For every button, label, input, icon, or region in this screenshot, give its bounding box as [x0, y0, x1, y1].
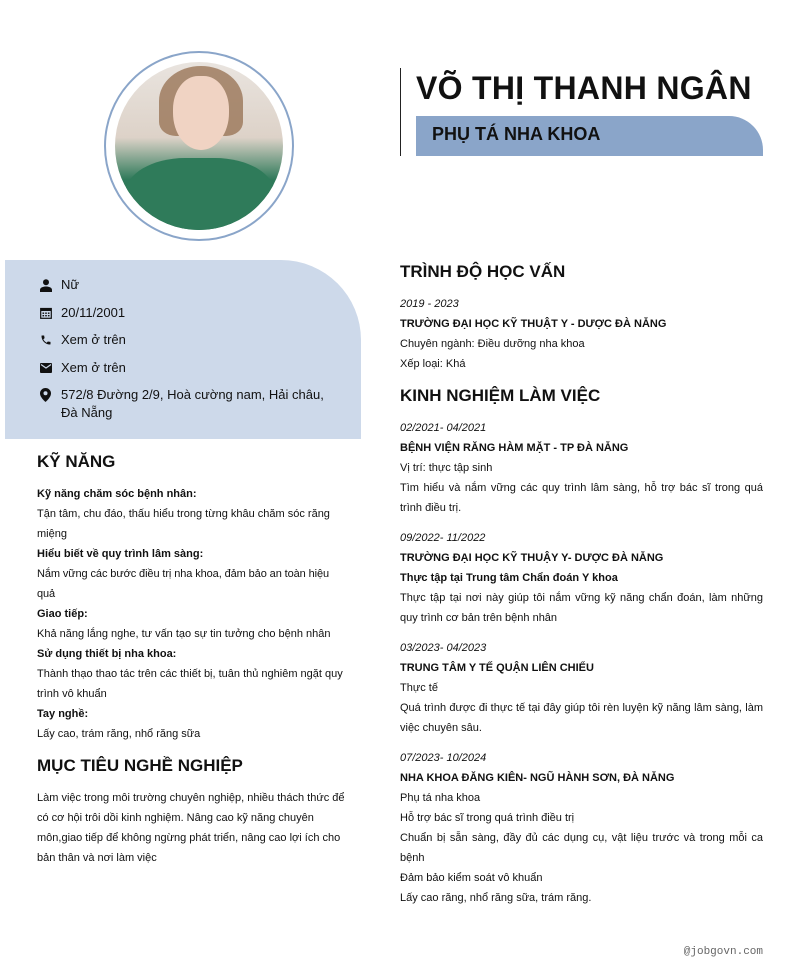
skill-desc: Lấy cao, trám răng, nhổ răng sữa — [37, 728, 201, 740]
edu-major: Chuyên ngành: Điều dưỡng nha khoa — [400, 338, 585, 350]
objective-section — [37, 756, 349, 868]
contact-gender: Nữ — [40, 276, 361, 294]
phone-icon — [40, 331, 61, 349]
job-period: 07/2023- 10/2024 — [400, 752, 487, 764]
job-org: NHA KHOA ĐĂNG KIÊN- NGŨ HÀNH SƠN, ĐÀ NẴNG — [400, 772, 675, 784]
job-org: TRUNG TÂM Y TẾ QUẬN LIÊN CHIỂU — [400, 662, 594, 674]
calendar-icon — [40, 304, 61, 322]
contact-box — [5, 260, 361, 439]
job-line: Tìm hiểu và nắm vững các quy trình lâm sàng, hỗ trợ bác sĩ trong quá trình điều trị. — [400, 482, 763, 514]
section-title: KINH NGHIỆM LÀM VIỆC — [400, 386, 601, 405]
section-title: KỸ NĂNG — [37, 452, 116, 471]
skill-name: Sử dụng thiết bị nha khoa: — [37, 648, 177, 660]
edu-school: TRƯỜNG ĐẠI HỌC KỸ THUẬT Y - DƯỢC ĐÀ NẴNG — [400, 318, 667, 330]
skill-desc: Nắm vững các bước điều trị nha khoa, đảm bảo an toàn hiệu quả — [37, 568, 330, 600]
contact-birthday: 20/11/2001 — [40, 304, 361, 322]
job-period: 02/2021- 04/2021 — [400, 422, 487, 434]
position-banner: PHỤ TÁ NHA KHOA — [416, 116, 763, 156]
skill-desc: Thành thạo thao tác trên các thiết bị, tuân thủ nghiêm ngặt quy trình vô khuẩn — [37, 668, 343, 700]
job-line: Lấy cao răng, nhổ răng sữa, trám răng. — [400, 892, 592, 904]
edu-grade: Xếp loại: Khá — [400, 358, 466, 370]
skill-name: Hiểu biết về quy trình lâm sàng: — [37, 548, 204, 560]
job-period: 09/2022- 11/2022 — [400, 532, 486, 544]
job-role: Thực tế — [400, 682, 438, 694]
job-entry — [400, 748, 763, 908]
section-title: MỤC TIÊU NGHỀ NGHIỆP — [37, 756, 243, 775]
job-line: Đảm bảo kiểm soát vô khuẩn — [400, 872, 543, 884]
job-line: Quá trình được đi thực tế tại đây giúp tôi rèn luyện kỹ năng lâm sàng, làm việc chuyên sâu. — [400, 702, 763, 734]
contact-address: 572/8 Đường 2/9, Hoà cường nam, Hải châu, Đà Nẵng — [40, 386, 361, 422]
job-role: Phụ tá nha khoa — [400, 792, 481, 804]
mail-icon — [40, 359, 61, 377]
main-column — [400, 262, 763, 918]
objective-text: Làm việc trong môi trường chuyên nghiệp, nhiều thách thức để có cơ hội trôi dồi kinh nghiệm. Nâng cao kỹ năng chuyên môn,giao tiếp để không ngừng phát triển, nâng cao lợi ích cho bản thân và nơi làm việc — [37, 792, 345, 864]
skill-name: Tay nghề: — [37, 708, 89, 720]
job-line: Hỗ trợ bác sĩ trong quá trình điều trị — [400, 812, 575, 824]
skills-section — [37, 452, 349, 744]
job-role: Thực tập tại Trung tâm Chẩn đoán Y khoa — [400, 572, 618, 584]
user-icon — [40, 276, 61, 294]
job-org: TRƯỜNG ĐẠI HỌC KỸ THUẬY Y- DƯỢC ĐÀ NẴNG — [400, 552, 664, 564]
job-entry — [400, 638, 763, 738]
skill-desc: Khả năng lắng nghe, tư vấn tạo sự tin tưởng cho bệnh nhân — [37, 628, 331, 640]
job-entry — [400, 528, 763, 628]
skill-name: Kỹ năng chăm sóc bệnh nhân: — [37, 488, 197, 500]
divider — [400, 68, 401, 156]
job-role: Vị trí: thực tập sinh — [400, 462, 493, 474]
watermark: @jobgovn.com — [683, 946, 763, 958]
section-title: TRÌNH ĐỘ HỌC VẤN — [400, 262, 566, 281]
avatar-photo — [115, 62, 283, 230]
candidate-name: VÕ THỊ THANH NGÂN — [416, 70, 752, 106]
job-entry — [400, 418, 763, 518]
job-line: Thực tập tại nơi này giúp tôi nắm vững kỹ năng chẩn đoán, làm những quy trình cơ bản trên bệnh nhân — [400, 592, 763, 624]
job-period: 03/2023- 04/2023 — [400, 642, 487, 654]
edu-period: 2019 - 2023 — [400, 298, 459, 310]
location-icon — [40, 386, 61, 404]
job-org: BỆNH VIỆN RĂNG HÀM MẶT - TP ĐÀ NẴNG — [400, 442, 629, 454]
skill-desc: Tận tâm, chu đáo, thấu hiểu trong từng khâu chăm sóc răng miệng — [37, 508, 330, 540]
contact-phone: Xem ở trên — [40, 331, 361, 349]
skill-name: Giao tiếp: — [37, 608, 88, 620]
contact-email: Xem ở trên — [40, 359, 361, 377]
job-line: Chuẩn bị sẵn sàng, đầy đủ các dụng cụ, vật liệu trước và trong mỗi ca bệnh — [400, 832, 763, 864]
